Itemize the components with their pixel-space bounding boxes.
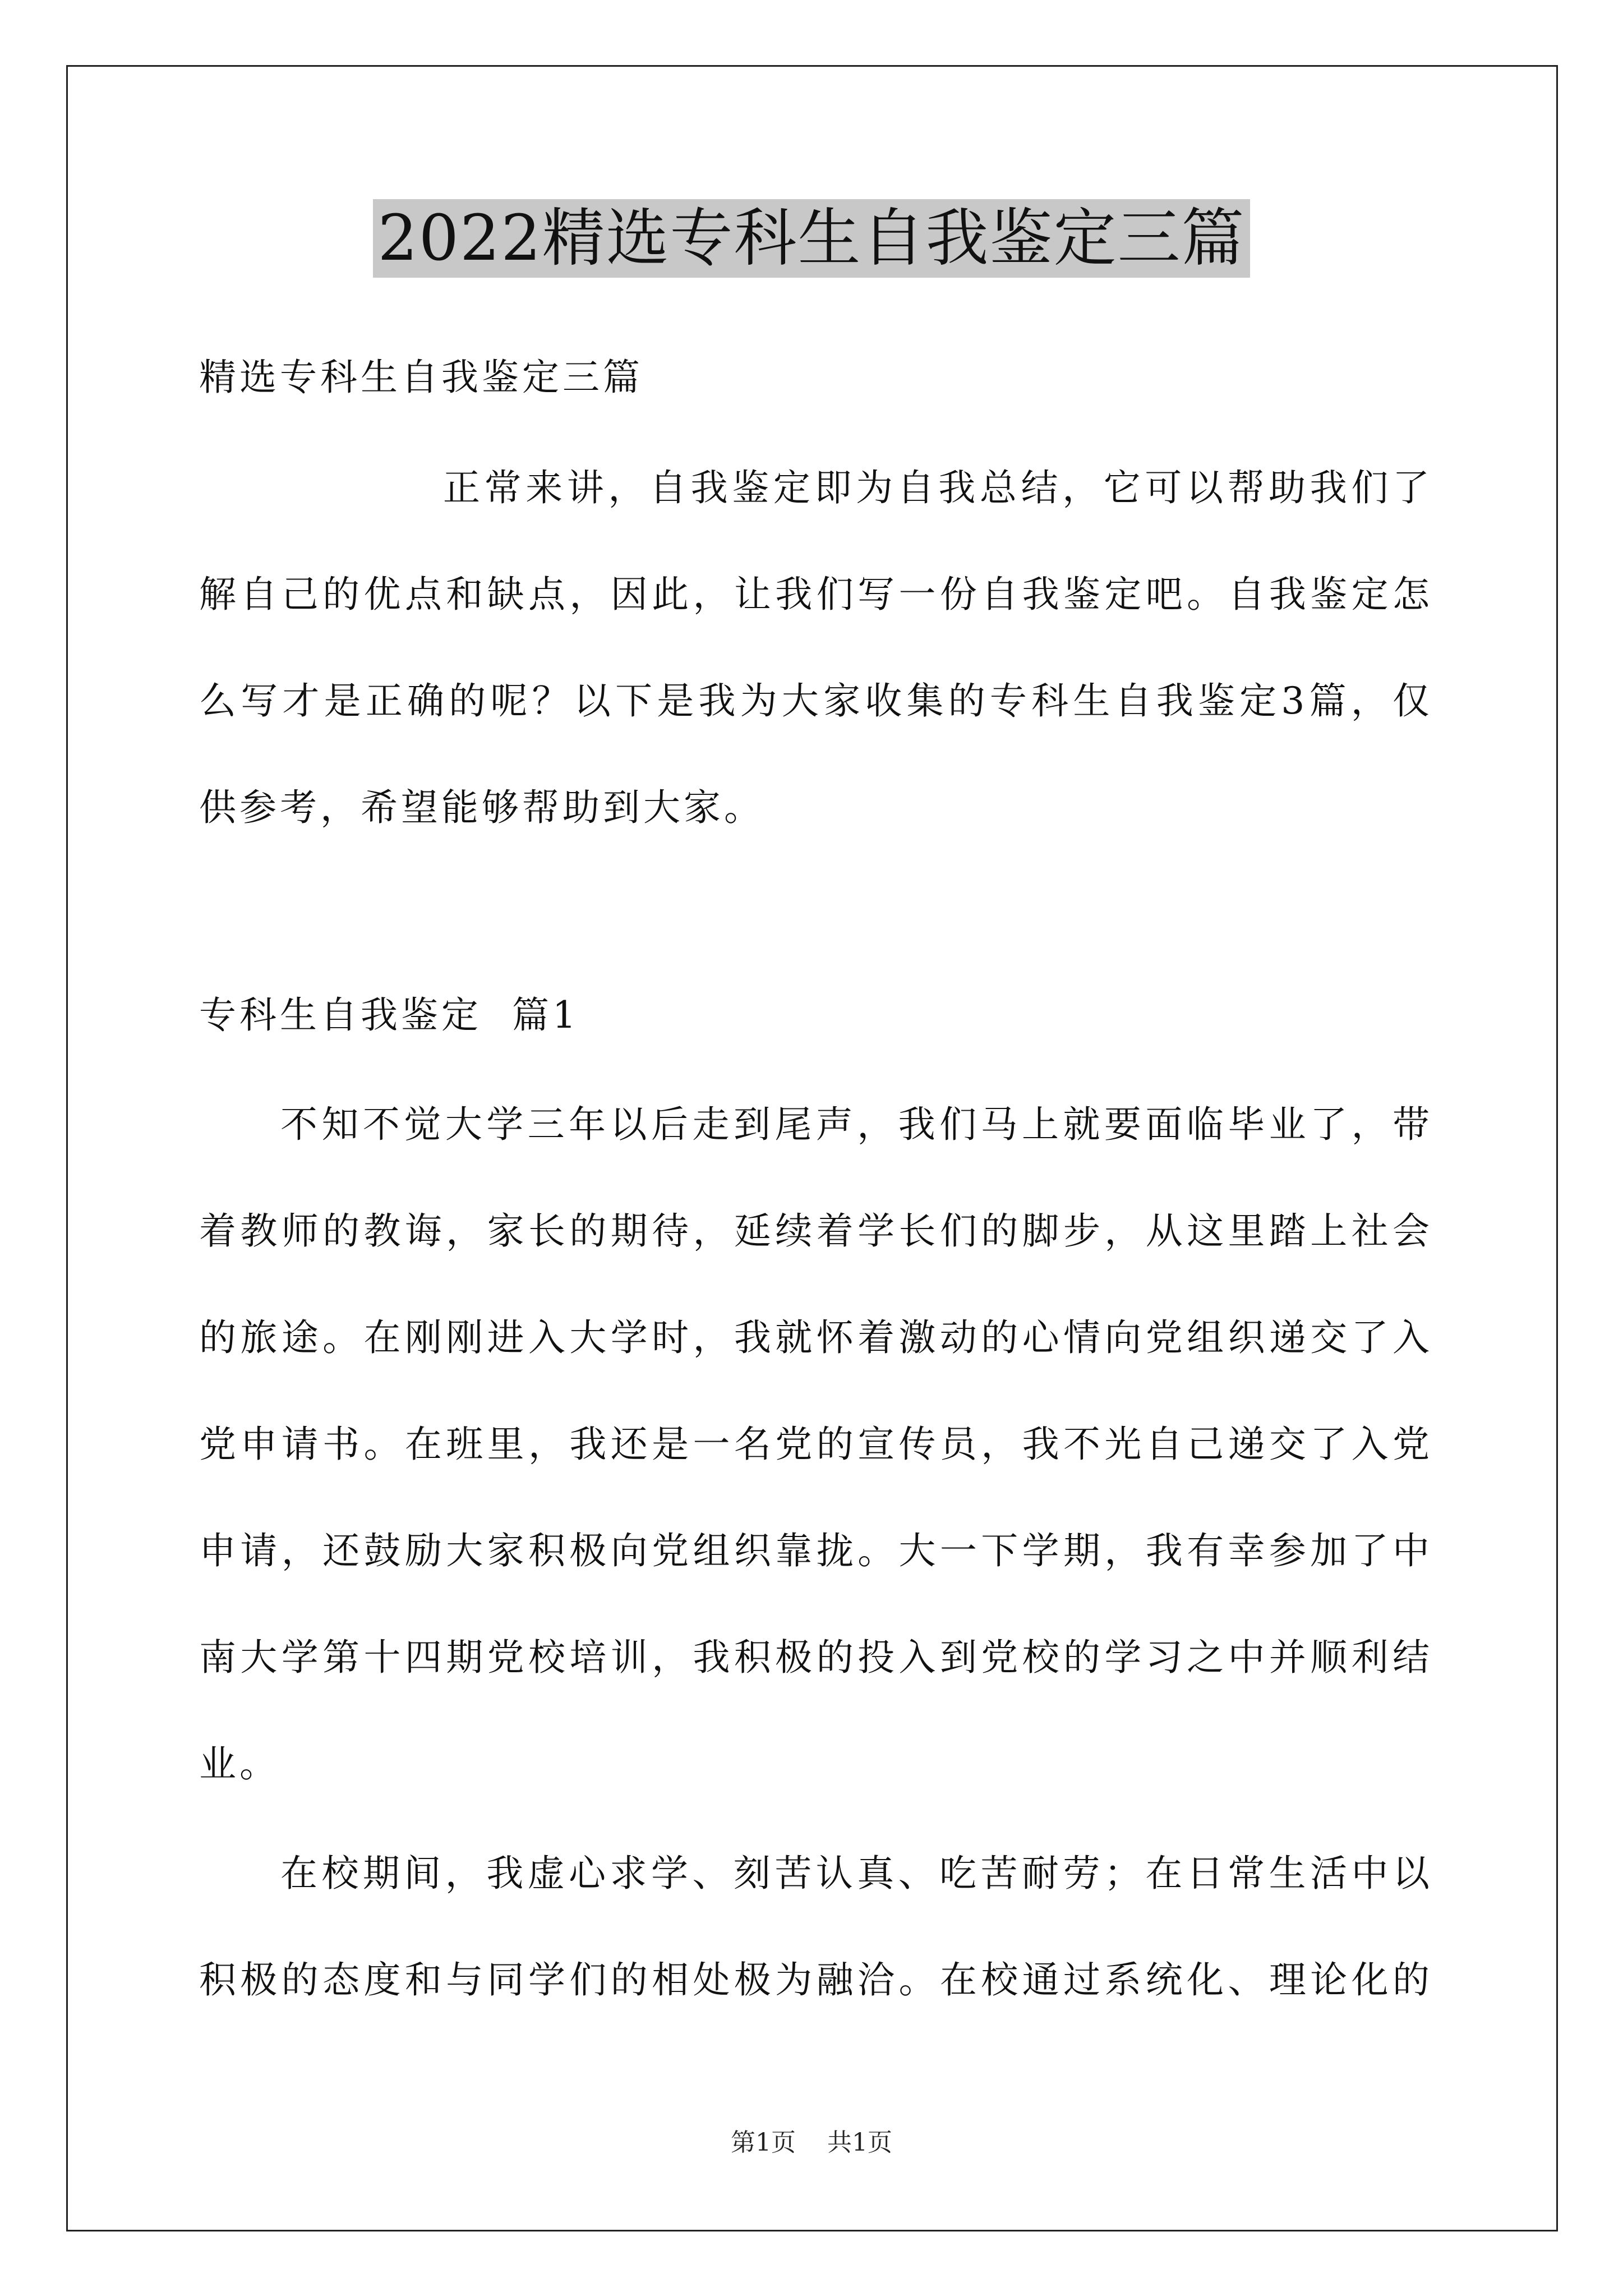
- paragraph-line: 在校期间，我虚心求学、刻苦认真、吃苦耐劳；在日常生活中以: [280, 1852, 1433, 1895]
- paragraph-line: 党申请书。在班里，我还是一名党的宣传员，我不光自己递交了入党: [199, 1423, 1433, 1466]
- intro-line: 正常来讲，自我鉴定即为自我总结，它可以帮助我们了: [443, 466, 1433, 509]
- intro-line: 供参考，希望能够帮助到大家。: [199, 786, 764, 829]
- paragraph-line: 南大学第十四期党校培训，我积极的投入到党校的学习之中并顺利结: [199, 1636, 1433, 1679]
- paragraph-line: 积极的态度和与同学们的相处极为融洽。在校通过系统化、理论化的: [199, 1958, 1433, 2001]
- document-title: 2022精选专科生自我鉴定三篇: [373, 199, 1249, 278]
- paragraph-line: 业。: [199, 1742, 280, 1786]
- paragraph-line: 不知不觉大学三年以后走到尾声，我们马上就要面临毕业了，带: [280, 1103, 1433, 1146]
- paragraph-line: 着教师的教诲，家长的期待，延续着学长们的脚步，从这里踏上社会: [199, 1209, 1433, 1253]
- intro-line: 么写才是正确的呢？以下是我为大家收集的专科生自我鉴定3篇，仅: [199, 679, 1433, 723]
- section-heading: 专科生自我鉴定 篇1: [199, 993, 579, 1037]
- intro-line: 解自己的优点和缺点，因此，让我们写一份自我鉴定吧。自我鉴定怎: [199, 573, 1433, 616]
- title-container: [0, 199, 1623, 278]
- paragraph-line: 申请，还鼓励大家积极向党组织靠拢。大一下学期，我有幸参加了中: [199, 1529, 1433, 1572]
- paragraph-line: 的旅途。在刚刚进入大学时，我就怀着激动的心情向党组织递交了入: [199, 1316, 1433, 1359]
- document-subtitle: 精选专科生自我鉴定三篇: [199, 356, 643, 399]
- page-number-footer: 第1页 共1页: [731, 2128, 892, 2157]
